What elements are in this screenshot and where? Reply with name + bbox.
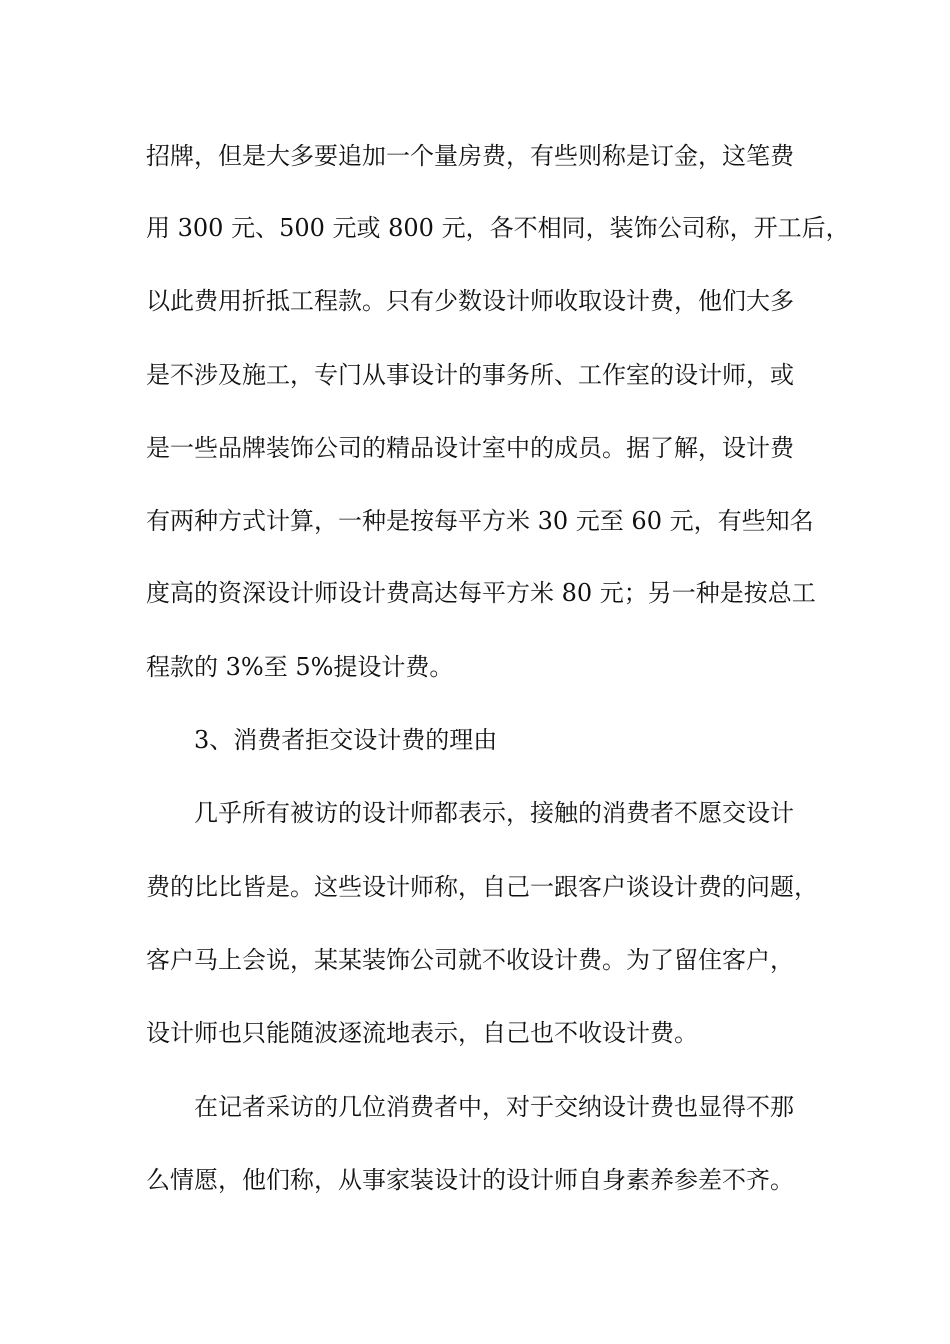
paragraph-line: 以此费用折抵工程款。只有少数设计师收取设计费，他们大多 bbox=[146, 287, 794, 315]
paragraph-line: 招牌，但是大多要追加一个量房费，有些则称是订金，这笔费 bbox=[146, 142, 794, 170]
section-heading: 3、消费者拒交设计费的理由 bbox=[194, 726, 498, 754]
paragraph-line: 几乎所有被访的设计师都表示，接触的消费者不愿交设计 bbox=[194, 799, 794, 827]
paragraph-line: 客户马上会说，某某装饰公司就不收设计费。为了留住客户， bbox=[146, 946, 794, 974]
paragraph-line: 有两种方式计算，一种是按每平方米 30 元至 60 元，有些知名 bbox=[146, 507, 814, 535]
paragraph-line: 在记者采访的几位消费者中，对于交纳设计费也显得不那 bbox=[194, 1093, 794, 1121]
paragraph-line: 费的比比皆是。这些设计师称，自己一跟客户谈设计费的问题， bbox=[146, 873, 818, 901]
paragraph-line: 设计师也只能随波逐流地表示，自己也不收设计费。 bbox=[146, 1019, 698, 1047]
paragraph-line: 程款的 3%至 5%提设计费。 bbox=[146, 653, 454, 681]
paragraph-line: 是一些品牌装饰公司的精品设计室中的成员。据了解，设计费 bbox=[146, 434, 794, 462]
paragraph-line: 用 300 元、500 元或 800 元，各不相同，装饰公司称，开工后， bbox=[146, 214, 850, 242]
paragraph-line: 度高的资深设计师设计费高达每平方米 80 元；另一种是按总工 bbox=[146, 579, 816, 607]
paragraph-line: 是不涉及施工，专门从事设计的事务所、工作室的设计师，或 bbox=[146, 361, 794, 389]
paragraph-line: 么情愿，他们称，从事家装设计的设计师自身素养参差不齐。 bbox=[146, 1166, 794, 1194]
